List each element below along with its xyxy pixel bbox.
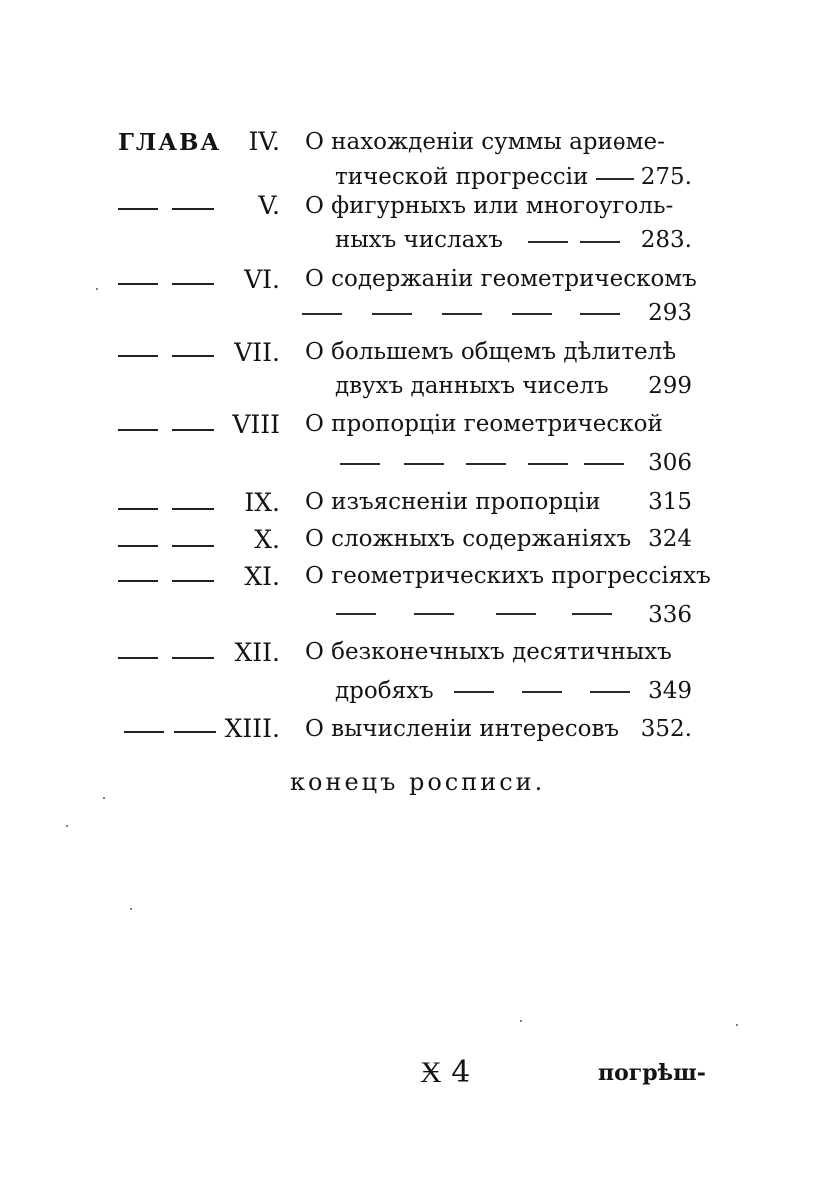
paper-speck — [520, 1020, 522, 1022]
chapter-title-vii: О большемъ общемъ дѣлителѣ — [305, 339, 677, 365]
chapter-page-vii: 299 — [648, 373, 692, 399]
chapter-title-xi: О геометрическихъ прогрессіяхъ — [305, 563, 711, 589]
chapter-numeral-iv: IV. — [248, 127, 280, 156]
chapter-numeral-xiii: XIII. — [224, 714, 280, 743]
chapter-title-vii-cont: двухъ данныхъ чиселъ — [335, 373, 609, 399]
chapter-title-x: О сложныхъ содержаніяхъ — [305, 526, 632, 552]
catchword: погрѣш- — [598, 1060, 706, 1086]
leader-rule — [404, 463, 444, 465]
chapter-title-viii: О пропорціи геометрической — [305, 411, 663, 437]
chapter-title-v: О фигурныхъ или многоуголь- — [305, 193, 674, 219]
leader-rule — [580, 241, 620, 243]
chapter-title-vi: О содержаніи геометрическомъ — [305, 266, 697, 292]
leader-rule — [528, 463, 568, 465]
chapter-title-ix: О изъясненіи пропорціи — [305, 489, 601, 515]
chapter-page-iv: 275. — [640, 164, 692, 190]
signature-mark: Ӿ 4 — [420, 1055, 471, 1090]
paper-speck — [130, 908, 132, 910]
leader-rule — [584, 463, 624, 465]
chapter-title-v-cont: ныхъ числахъ — [335, 227, 503, 253]
chapter-numeral-xi: XI. — [244, 562, 280, 591]
paper-speck — [66, 825, 68, 827]
leader-rule — [590, 691, 630, 693]
paper-speck — [103, 797, 105, 799]
chapter-page-xiii: 352. — [640, 716, 692, 742]
chapter-page-x: 324 — [648, 526, 692, 552]
chapter-numeral-ix: IX. — [244, 488, 280, 517]
chapter-title-xiii: О вычисленіи интересовъ — [305, 716, 620, 742]
chapter-numeral-x: X. — [254, 525, 280, 554]
chapter-page-xi: 336 — [648, 602, 692, 628]
leader-rule — [522, 691, 562, 693]
leader-rule — [454, 691, 494, 693]
chapter-numeral-vii: VII. — [234, 338, 280, 367]
chapter-title-iv-cont: тической прогрессіи — [335, 164, 589, 190]
chapter-numeral-viii: VIII — [232, 410, 280, 439]
paper-speck — [736, 1024, 738, 1026]
end-of-contents: конецъ росписи. — [290, 768, 546, 796]
chapter-title-xii: О безконечныхъ десятичныхъ — [305, 639, 672, 665]
leader-rule — [414, 613, 454, 615]
leader-rule — [302, 313, 342, 315]
chapter-title-xii-cont: дробяхъ — [335, 678, 434, 704]
leader-rule — [336, 613, 376, 615]
chapter-page-xii: 349 — [648, 678, 692, 704]
chapter-page-v: 283. — [640, 227, 692, 253]
leader-rule — [528, 241, 568, 243]
chapter-numeral-vi: VI. — [244, 265, 280, 294]
leader-rule — [580, 313, 620, 315]
chapter-page-vi: 293 — [648, 300, 692, 326]
chapter-numeral-xii: XII. — [234, 638, 280, 667]
leader-rule — [466, 463, 506, 465]
chapter-numeral-v: V. — [258, 191, 280, 220]
paper-speck — [96, 288, 98, 290]
leader-rule — [572, 613, 612, 615]
chapter-heading: ГЛАВА — [118, 129, 222, 156]
chapter-page-ix: 315 — [648, 489, 692, 515]
leader-rule — [596, 178, 634, 180]
leader-rule — [496, 613, 536, 615]
leader-rule — [372, 313, 412, 315]
chapter-page-viii: 306 — [648, 450, 692, 476]
leader-rule — [442, 313, 482, 315]
leader-rule — [340, 463, 380, 465]
chapter-title-iv: О нахожденіи суммы ариѳме- — [305, 129, 665, 155]
leader-rule — [512, 313, 552, 315]
